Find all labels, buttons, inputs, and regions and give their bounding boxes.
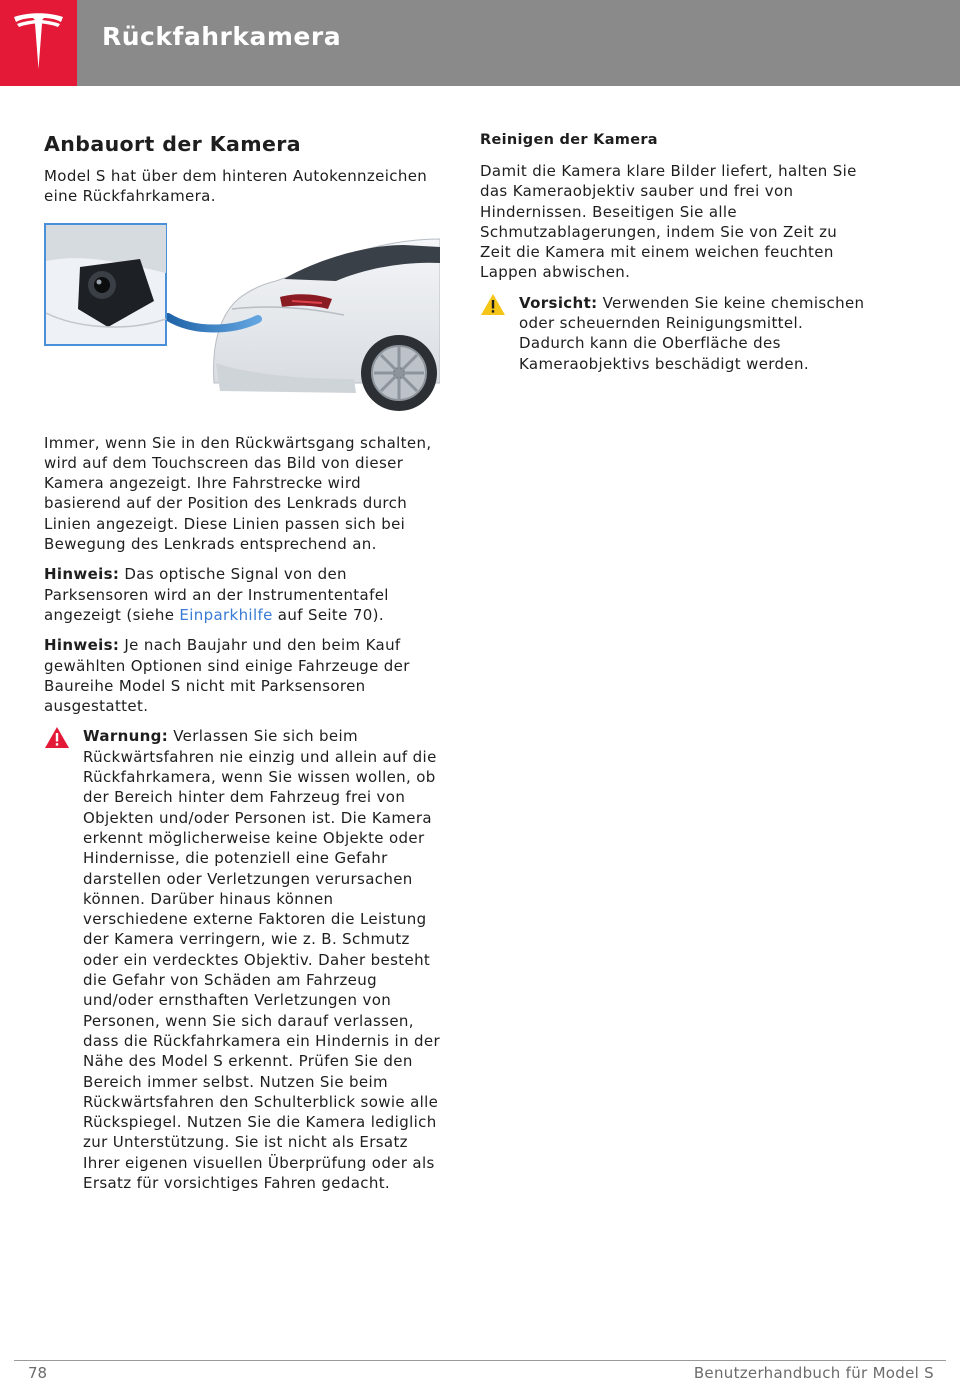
einparkhilfe-link[interactable]: Einparkhilfe — [179, 605, 273, 624]
note-text: Je nach Baujahr und den beim Kauf gewählten Optionen sind einige Fahrzeuge der Baureihe Model S nicht mit Parksensoren ausgestattet. — [44, 636, 410, 716]
right-column — [480, 130, 872, 374]
tesla-logo-icon — [0, 0, 77, 86]
warning-triangle-icon — [44, 726, 70, 749]
note-label: Hinweis: — [44, 636, 120, 655]
caution-text — [519, 293, 872, 374]
intro-paragraph: Model S hat über dem hinteren Autokennzeichen eine Rückfahrkamera. — [44, 167, 428, 206]
section-heading-cleaning: Reinigen der Kamera — [480, 132, 658, 148]
note-parksensor — [44, 564, 440, 625]
note-text: Das optische Signal von den Parksensoren wird an der Instrumententafel angezeigt (siehe — [44, 565, 389, 624]
caution-label: Vorsicht: — [519, 293, 598, 312]
warning-label: Warnung: — [83, 727, 169, 746]
warning-body: Verlassen Sie sich beim Rückwärtsfahren nie einzig und allein auf die Rückfahrkamera, wenn Sie wissen wollen, ob der Bereich hinter dem Fahrzeug frei von Objekten und/oder Personen ist. Die Kamera erkennt möglicherweise keine Objekte oder Hindernisse, die potenziell eine Gefahr darstellen oder Verletzungen verursachen können. Darüber hinaus können verschiedene externe Faktoren die Leistung der Kamera verringern, wie z. B. Schmutz oder ein verdecktes Objektiv. Daher besteht die Gefahr von Schäden am Fahrzeug und/oder ernsthaften Verletzungen von Personen, wenn Sie sich darauf verlassen, dass die Rückfahrkamera ein Hindernis in der Nähe des Model S erkennt. Prüfen Sie den Bereich immer selbst. Nutzen Sie beim Rückwärtsfahren den Schulterblick sowie alle Rückspiegel. Nutzen Sie die Kamera lediglich zur Unterstützung. Sie ist nicht als Ersatz Ihrer eigenen visuellen Überprüfung oder als Ersatz für vorsichtiges Fahren gedacht. — [83, 727, 441, 1192]
note-text: auf Seite 70). — [272, 605, 384, 624]
caution-callout — [480, 293, 872, 374]
page-header — [0, 0, 960, 86]
caution-triangle-icon — [480, 293, 506, 316]
reverse-paragraph: Immer, wenn Sie in den Rückwärtsgang schalten, wird auf dem Touchscreen das Bild von dieser Kamera angezeigt. Ihre Fahrstrecke wird basierend auf der Position des Lenkrads durch Linien angezeigt. Diese Linien passen sich bei Bewegung des Lenkrads entsprechend an. — [44, 433, 432, 554]
warning-text — [83, 726, 440, 1193]
note-baujahr — [44, 635, 440, 716]
left-column — [44, 130, 440, 1193]
warning-callout — [44, 726, 440, 1193]
page-title: Rückfahrkamera — [102, 22, 342, 51]
footer-divider — [14, 1360, 946, 1361]
cleaning-paragraph: Damit die Kamera klare Bilder liefert, halten Sie das Kameraobjektiv sauber und frei von Hindernissen. Beseitigen Sie alle Schmutzablagerungen, indem Sie von Zeit zu Zeit die Kamera mit einem weichen feuchten Lappen abwischen. — [480, 162, 857, 282]
caution-body: Verwenden Sie keine chemischen oder scheuernden Reinigungsmittel. Dadurch kann die Oberfläche des Kameraobjektivs beschädigt werden. — [519, 293, 865, 373]
note-label: Hinweis: — [44, 565, 120, 584]
rear-camera-illustration — [44, 223, 440, 413]
page-number: 78 — [28, 1364, 48, 1382]
document-title: Benutzerhandbuch für Model S — [693, 1364, 934, 1382]
section-heading-camera-location: Anbauort der Kamera — [44, 132, 302, 156]
